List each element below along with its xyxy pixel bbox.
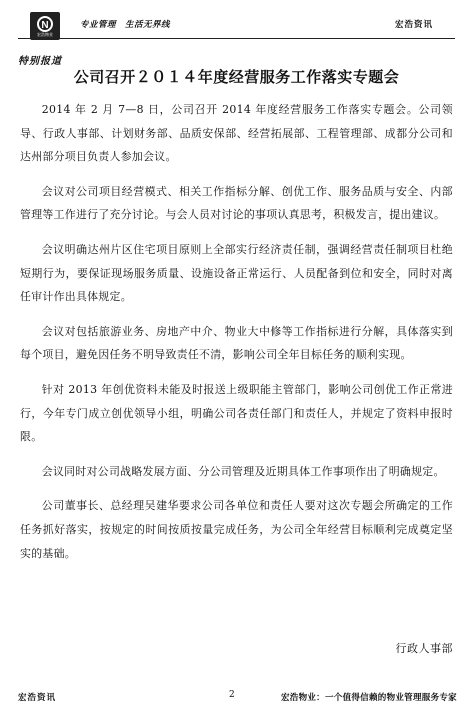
logo-emblem-icon: N	[37, 16, 53, 32]
paragraph: 2014 年 2 月 7—8 日，公司召开 2014 年度经营服务工作落实专题会。公司领导、行政人事部、计划财务部、品质安保部、经营拓展部、工程管理部、成都分公司和达州部分项目负责人参加会议。	[20, 103, 453, 164]
footer-tagline: 宏浩物业：一个值得信赖的物业管理服务专家	[280, 693, 457, 703]
company-logo	[30, 12, 60, 40]
header-divider	[18, 38, 455, 39]
footer-publication-name: 宏浩资讯	[18, 693, 57, 703]
header-slogan: 专业管理 生活无界线	[80, 20, 171, 30]
paragraph: 会议对包括旅游业务、房地产中介、物业大中修等工作指标进行分解，具体落实到每个项目，避免因任务不明导致责任不清，影响公司全年目标任务的顺利实现。	[20, 324, 453, 362]
paragraph: 针对 2013 年创优资料未能及时报送上级职能主管部门，影响公司创优工作正常进行，今年专门成立创优领导小组，明确公司各责任部门和责任人，并规定了资料申报时限。	[20, 382, 453, 444]
article-title: 公司召开２０１４年度经营服务工作落实专题会	[73, 68, 400, 86]
logo-text: 宏浩物业	[37, 31, 53, 37]
paragraph: 会议同时对公司战略发展方面、分公司管理及近期具体工作事项作出了明确规定。	[41, 464, 445, 478]
article-signature: 行政人事部	[395, 642, 453, 655]
paragraph: 会议对公司项目经营模式、相关工作指标分解、创优工作、服务品质与安全、内部管理等工作进行了充分讨论。与会人员对讨论的事项认真思考，积极发言，提出建议。	[20, 184, 453, 222]
article-body	[20, 98, 453, 576]
header-publication-name: 宏浩资讯	[394, 20, 433, 30]
section-label: 特别报道	[18, 56, 62, 67]
paragraph: 会议明确达州片区住宅项目原则上全部实行经济责任制，强调经营责任制项目杜绝短期行为，要保证现场服务质量、设施设备正常运行、人员配备到位和安全，同时对离任审计作出具体规定。	[20, 242, 453, 304]
paragraph: 公司董事长、总经理吴建华要求公司各单位和责任人要对这次专题会所确定的工作任务抓好落实，按规定的时间按质按量完成任务，为公司全年经营目标顺利完成奠定坚实的基础。	[20, 499, 453, 560]
page-number: 2	[229, 690, 235, 700]
